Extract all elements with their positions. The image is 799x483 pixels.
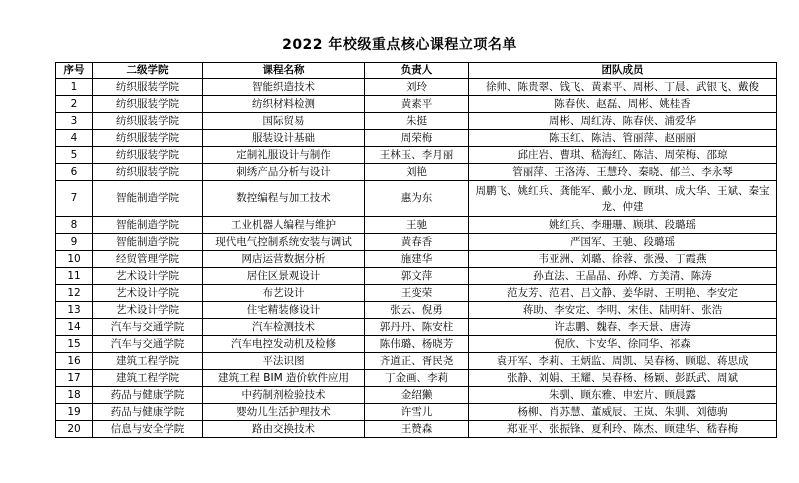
cell-college: 纺织服装学院 [93, 147, 203, 164]
cell-course: 汽车电控发动机及检修 [203, 336, 365, 353]
cell-no: 5 [56, 147, 93, 164]
cell-college: 艺术设计学院 [93, 285, 203, 302]
cell-college: 经贸管理学院 [93, 251, 203, 268]
cell-course: 刺绣产品分析与设计 [203, 164, 365, 181]
table-row [56, 336, 777, 353]
cell-lead: 张云、倪勇 [365, 302, 469, 319]
table-row [56, 164, 777, 181]
cell-college: 智能制造学院 [93, 234, 203, 251]
cell-no: 19 [56, 404, 93, 421]
header-course: 课程名称 [203, 63, 365, 79]
cell-college: 智能制造学院 [93, 217, 203, 234]
cell-college: 艺术设计学院 [93, 302, 203, 319]
cell-college: 纺织服装学院 [93, 113, 203, 130]
table-row [56, 96, 777, 113]
cell-no: 14 [56, 319, 93, 336]
cell-no: 12 [56, 285, 93, 302]
cell-team: 姚红兵、李珊珊、顾琪、段璐瑶 [469, 217, 777, 234]
cell-lead: 黄素平 [365, 96, 469, 113]
cell-college: 药品与健康学院 [93, 404, 203, 421]
cell-college: 药品与健康学院 [93, 387, 203, 404]
table-row [56, 387, 777, 404]
cell-college: 纺织服装学院 [93, 164, 203, 181]
cell-no: 4 [56, 130, 93, 147]
cell-college: 汽车与交通学院 [93, 319, 203, 336]
cell-no: 2 [56, 96, 93, 113]
header-team: 团队成员 [469, 63, 777, 79]
cell-team: 邱庄岩、曹琪、嵇海红、陈洁、周荣梅、邵琼 [469, 147, 777, 164]
cell-no: 13 [56, 302, 93, 319]
cell-lead: 陈伟璐、杨晓芳 [365, 336, 469, 353]
cell-course: 国际贸易 [203, 113, 365, 130]
cell-course: 路由交换技术 [203, 421, 365, 438]
cell-lead: 施建华 [365, 251, 469, 268]
table-row [56, 113, 777, 130]
table-row [56, 370, 777, 387]
cell-college: 纺织服装学院 [93, 96, 203, 113]
table-row [56, 404, 777, 421]
table-row [56, 181, 777, 217]
cell-course: 数控编程与加工技术 [203, 181, 365, 217]
cell-no: 17 [56, 370, 93, 387]
cell-team: 陈春侠、赵磊、周彬、姚桂香 [469, 96, 777, 113]
cell-team: 陈玉红、陈洁、管丽萍、赵丽丽 [469, 130, 777, 147]
cell-course: 服装设计基础 [203, 130, 365, 147]
cell-lead: 金绍獭 [365, 387, 469, 404]
cell-no: 16 [56, 353, 93, 370]
cell-course: 婴幼儿生活护理技术 [203, 404, 365, 421]
cell-course: 智能织造技术 [203, 79, 365, 96]
cell-team: 倪欣、卞安华、徐同华、祁森 [469, 336, 777, 353]
cell-team: 严国军、王驰、段璐瑶 [469, 234, 777, 251]
cell-course: 平法识图 [203, 353, 365, 370]
table-row [56, 251, 777, 268]
table-body [56, 79, 777, 438]
header-lead: 负责人 [365, 63, 469, 79]
cell-lead: 郭文萍 [365, 268, 469, 285]
cell-team: 范友芳、范君、吕文静、姜华尉、王明艳、李安定 [469, 285, 777, 302]
cell-college: 智能制造学院 [93, 181, 203, 217]
cell-lead: 周荣梅 [365, 130, 469, 147]
cell-lead: 王赞森 [365, 421, 469, 438]
cell-team: 袁开军、李莉、王炳监、周凯、吴春杨、顾聪、蒋思成 [469, 353, 777, 370]
cell-lead: 王变荣 [365, 285, 469, 302]
cell-team: 孙直法、王晶晶、孙烨、方美清、陈涛 [469, 268, 777, 285]
table-row [56, 302, 777, 319]
cell-course: 工业机器人编程与维护 [203, 217, 365, 234]
cell-course: 布艺设计 [203, 285, 365, 302]
cell-course: 现代电气控制系统安装与调试 [203, 234, 365, 251]
cell-lead: 丁金画、李莉 [365, 370, 469, 387]
cell-no: 1 [56, 79, 93, 96]
cell-team: 张静、刘娟、王耀、吴春杨、杨颖、彭跃武、周斌 [469, 370, 777, 387]
cell-lead: 刘玲 [365, 79, 469, 96]
cell-team: 许志鹏、魏春、李天景、唐涛 [469, 319, 777, 336]
cell-team: 蒋助、李安定、李明、宋佳、陆明轩、张浩 [469, 302, 777, 319]
cell-course: 定制礼服设计与制作 [203, 147, 365, 164]
table-row [56, 421, 777, 438]
cell-no: 7 [56, 181, 93, 217]
table-header-row [56, 63, 777, 79]
cell-lead: 郭丹丹、陈安柱 [365, 319, 469, 336]
cell-college: 纺织服装学院 [93, 79, 203, 96]
table-row [56, 217, 777, 234]
cell-team: 周鹏飞、姚红兵、龚能军、戴小龙、顾琪、成大华、王斌、秦宝龙、仲建 [469, 181, 777, 217]
cell-lead: 惠为东 [365, 181, 469, 217]
cell-course: 中药制剂检验技术 [203, 387, 365, 404]
cell-team: 韦亚洲、刘璐、徐蓉、张漫、丁霞燕 [469, 251, 777, 268]
table-row [56, 353, 777, 370]
cell-no: 9 [56, 234, 93, 251]
cell-college: 建筑工程学院 [93, 370, 203, 387]
cell-course: 建筑工程 BIM 造价软件应用 [203, 370, 365, 387]
cell-lead: 王驰 [365, 217, 469, 234]
cell-no: 10 [56, 251, 93, 268]
cell-no: 3 [56, 113, 93, 130]
cell-college: 纺织服装学院 [93, 130, 203, 147]
table-row [56, 79, 777, 96]
cell-lead: 刘艳 [365, 164, 469, 181]
cell-no: 8 [56, 217, 93, 234]
cell-course: 住宅精装修设计 [203, 302, 365, 319]
table-row [56, 130, 777, 147]
cell-lead: 齐道正、胥民尧 [365, 353, 469, 370]
cell-college: 信息与安全学院 [93, 421, 203, 438]
table-row [56, 285, 777, 302]
cell-team: 郑亚平、张振锋、夏利玲、陈杰、顾建华、嵇春梅 [469, 421, 777, 438]
cell-lead: 王林玉、李月丽 [365, 147, 469, 164]
cell-college: 建筑工程学院 [93, 353, 203, 370]
table-row [56, 234, 777, 251]
cell-lead: 许雪儿 [365, 404, 469, 421]
cell-team: 管丽萍、王洛涛、王慧玲、秦晓、郁兰、李永琴 [469, 164, 777, 181]
cell-college: 汽车与交通学院 [93, 336, 203, 353]
document-title: 2022 年校级重点核心课程立项名单 [282, 37, 517, 53]
cell-lead: 黄春香 [365, 234, 469, 251]
cell-lead: 朱挺 [365, 113, 469, 130]
cell-team: 杨柳、肖苏慧、董威辰、王岚、朱驯、刘德驹 [469, 404, 777, 421]
cell-no: 20 [56, 421, 93, 438]
header-no: 序号 [56, 63, 93, 79]
cell-no: 18 [56, 387, 93, 404]
table-row [56, 319, 777, 336]
table-row [56, 147, 777, 164]
cell-course: 网店运营数据分析 [203, 251, 365, 268]
course-table [55, 62, 777, 438]
cell-course: 纺织材料检测 [203, 96, 365, 113]
cell-team: 朱驯、顾东雅、申宏片、顾晨露 [469, 387, 777, 404]
header-college: 二级学院 [93, 63, 203, 79]
cell-no: 15 [56, 336, 93, 353]
table-row [56, 268, 777, 285]
cell-college: 艺术设计学院 [93, 268, 203, 285]
cell-course: 居住区景观设计 [203, 268, 365, 285]
cell-no: 11 [56, 268, 93, 285]
cell-no: 6 [56, 164, 93, 181]
cell-team: 周彬、周红涛、陈春侠、浦爱华 [469, 113, 777, 130]
cell-course: 汽车检测技术 [203, 319, 365, 336]
cell-team: 徐帅、陈贵翠、钱飞、黄素平、周彬、丁晨、武银飞、戴俊 [469, 79, 777, 96]
